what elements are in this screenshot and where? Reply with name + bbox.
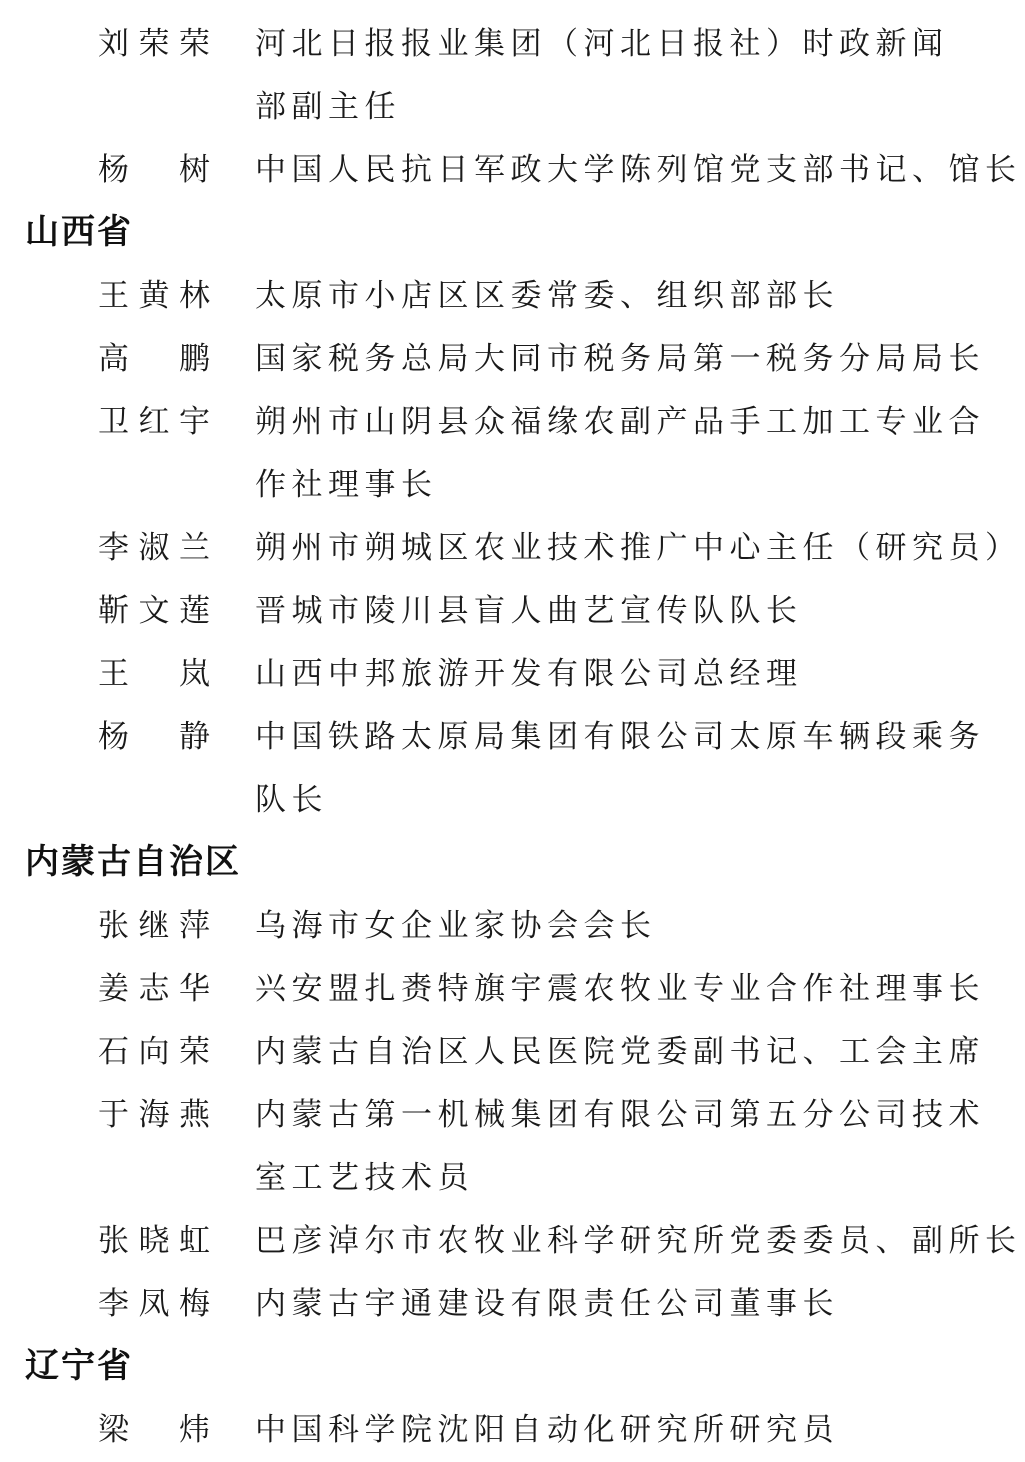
title-line: 内蒙古第一机械集团有限公司第五分公司技术 (255, 1097, 985, 1132)
person-title (255, 579, 803, 642)
title-line: 河北日报报业集团（河北日报社）时政新闻 (255, 26, 949, 61)
roster-entry (0, 705, 1025, 831)
person-name: 于海燕 (98, 1097, 210, 1132)
roster-entry (0, 1083, 1025, 1209)
title-line: 朔州市朔城区农业技术推广中心主任（研究员） (255, 530, 1022, 565)
person-name: 张晓虹 (98, 1223, 210, 1258)
roster-entry (0, 516, 1025, 579)
person-title (255, 1398, 839, 1461)
roster-entry (0, 264, 1025, 327)
title-line: 巴彦淖尔市农牧业科学研究所党委委员、副所长 (255, 1223, 1022, 1258)
roster-entry (0, 327, 1025, 390)
roster-entry (0, 1272, 1025, 1335)
roster-entry (0, 138, 1025, 201)
title-line: 晋城市陵川县盲人曲艺宣传队队长 (255, 593, 803, 628)
person-name: 梁炜 (98, 1412, 210, 1447)
person-name: 石向荣 (98, 1034, 210, 1069)
section-shanxi (0, 201, 1025, 831)
person-title (255, 1272, 839, 1335)
person-name: 刘荣荣 (98, 26, 210, 61)
title-line: 内蒙古宇通建设有限责任公司董事长 (255, 1286, 839, 1321)
person-name: 王岚 (98, 656, 210, 691)
person-title (255, 327, 985, 390)
person-title (255, 957, 985, 1020)
title-line: 中国人民抗日军政大学陈列馆党支部书记、馆长 (255, 152, 1022, 187)
province-header: 内蒙古自治区 (25, 843, 241, 881)
title-line: 太原市小店区区委常委、组织部部长 (255, 278, 839, 313)
person-name: 张继萍 (98, 908, 210, 943)
roster-entry (0, 1209, 1025, 1272)
person-title (255, 642, 803, 705)
person-name: 卫红宇 (98, 404, 210, 439)
roster-entry (0, 1020, 1025, 1083)
section-liaoning (0, 1335, 1025, 1461)
title-line: 队长 (255, 782, 328, 817)
title-line: 山西中邦旅游开发有限公司总经理 (255, 656, 803, 691)
person-title (255, 1020, 985, 1083)
title-line: 内蒙古自治区人民医院党委副书记、工会主席 (255, 1034, 985, 1069)
person-name: 杨树 (98, 152, 210, 187)
roster-entry (0, 957, 1025, 1020)
title-line: 朔州市山阴县众福缘农副产品手工加工专业合 (255, 404, 985, 439)
title-line: 中国科学院沈阳自动化研究所研究员 (255, 1412, 839, 1447)
title-line: 室工艺技术员 (255, 1160, 474, 1195)
title-line: 兴安盟扎赉特旗宇震农牧业专业合作社理事长 (255, 971, 985, 1006)
person-name: 李凤梅 (98, 1286, 210, 1321)
section-neimenggu (0, 831, 1025, 1335)
person-title (255, 264, 839, 327)
person-name: 王黄林 (98, 278, 210, 313)
roster-entry (0, 579, 1025, 642)
section-continued (0, 12, 1025, 201)
person-name: 高鹏 (98, 341, 210, 376)
person-title (255, 12, 949, 138)
roster-entry (0, 390, 1025, 516)
title-line: 部副主任 (255, 89, 401, 124)
roster-entry (0, 1398, 1025, 1461)
person-title (255, 1209, 1022, 1272)
title-line: 乌海市女企业家协会会长 (255, 908, 657, 943)
roster-entry (0, 894, 1025, 957)
province-header: 山西省 (25, 213, 133, 251)
person-title (255, 138, 1022, 201)
person-title (255, 390, 985, 516)
person-title (255, 516, 1022, 579)
roster-entry (0, 642, 1025, 705)
person-title (255, 1083, 985, 1209)
person-name: 李淑兰 (98, 530, 210, 565)
province-header: 辽宁省 (25, 1347, 133, 1385)
title-line: 中国铁路太原局集团有限公司太原车辆段乘务 (255, 719, 985, 754)
person-title (255, 705, 985, 831)
person-title (255, 894, 657, 957)
person-name: 姜志华 (98, 971, 210, 1006)
title-line: 作社理事长 (255, 467, 438, 502)
person-name: 靳文莲 (98, 593, 210, 628)
person-name: 杨静 (98, 719, 210, 754)
title-line: 国家税务总局大同市税务局第一税务分局局长 (255, 341, 985, 376)
roster-entry (0, 12, 1025, 138)
